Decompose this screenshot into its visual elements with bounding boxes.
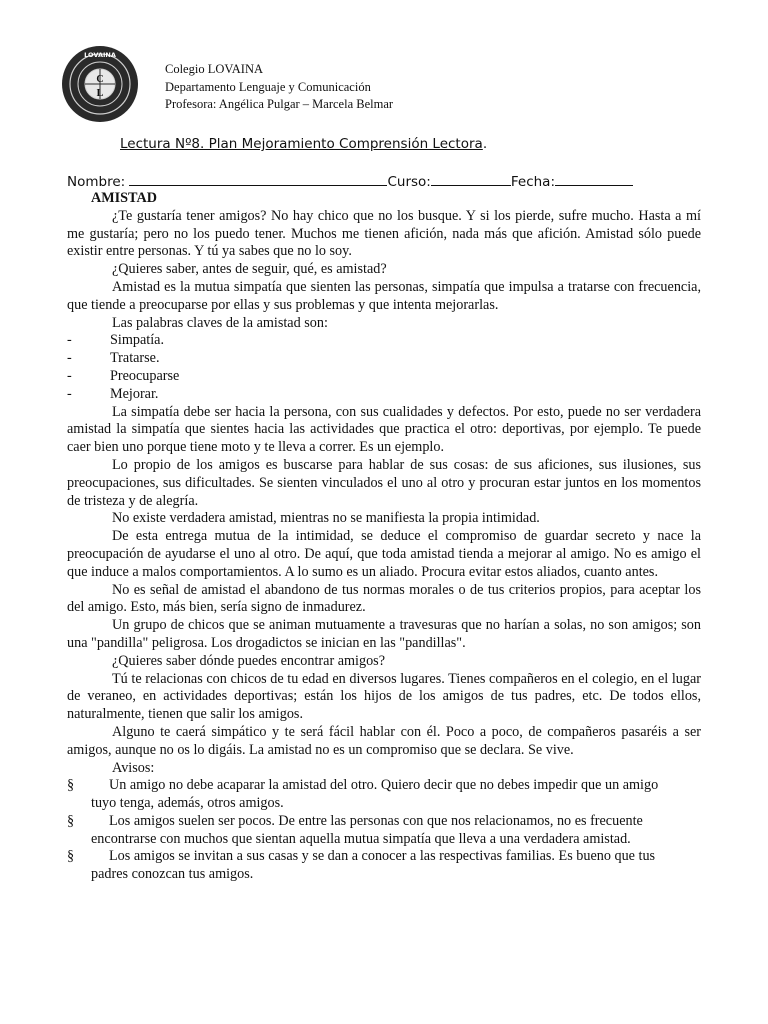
aviso-item xyxy=(67,777,701,813)
paragraph: Tú te relacionas con chicos de tu edad en diversos lugares. Tienes compañeros en el colegio, en el lugar de veraneo, en actividades deportivas; están los hijos de los amigos de tus padres, etc. De todos ellos, naturalmente, tienen que salir los amigos. xyxy=(67,670,701,723)
keyword-item xyxy=(67,350,701,368)
paragraph: Las palabras claves de la amistad son: xyxy=(112,314,328,331)
aviso-text-continued: tuyo tenga, además, otros amigos. xyxy=(91,795,284,812)
school-header xyxy=(165,61,393,114)
paragraph: La simpatía debe ser hacia la persona, con sus cualidades y defectos. Por esto, puede no ser verdadera amistad la simpatía que sientes hacia las actividades que practica el otro: deportivas, por ejemplo. Te puede caer bien uno porque tiene moto y te lleva a correr. Es un ejemplo. xyxy=(67,403,701,456)
paragraph: ¿Quieres saber dónde puedes encontrar amigos? xyxy=(112,652,385,669)
paragraph: De esta entrega mutua de la intimidad, se deduce el compromiso de guardar secreto y nace la preocupación de ayudarse el uno al otro. De aquí, que toda amistad tienda a mejorar al amigo. No es amigo el que induce a malos comportamientos. A lo sumo es un aliado. Procura evitar estos aliados, cuanto antes. xyxy=(67,528,701,580)
name-label: Nombre: xyxy=(67,174,126,190)
teachers-line: Profesora: Angélica Pulgar – Marcela Belmar xyxy=(165,97,394,111)
paragraph: No es señal de amistad el abandono de tus normas morales o de tus criterios propios, para aceptar los del amigo. Esto, más bien, sería signo de inmadurez. xyxy=(67,581,701,616)
paragraph: Amistad es la mutua simpatía que sienten las personas, simpatía que impulsa a tratarse con frecuencia, que tiende a preocuparse por ellas y sus problemas y que intenta mejorarlas. xyxy=(67,278,701,313)
avisos-label: Avisos: xyxy=(112,759,155,776)
section-marker: § xyxy=(67,777,75,794)
department-name: Departamento Lenguaje y Comunicación xyxy=(165,79,371,94)
student-info-line xyxy=(67,173,633,190)
paragraph: Un grupo de chicos que se animan mutuamente a travesuras que no harían a solas, no son amigos; son una "pandilla" peligrosa. Los drogadictos se inician en las "pandillas". xyxy=(67,617,701,651)
keyword-item xyxy=(67,332,701,350)
keyword-text: Mejorar. xyxy=(110,385,159,402)
title-text: Lectura Nº8. Plan Mejoramiento Comprensión Lectora xyxy=(120,136,483,152)
paragraph: No existe verdadera amistad, mientras no se manifiesta la propia intimidad. xyxy=(112,510,540,527)
keyword-item xyxy=(67,386,701,404)
dash-marker: - xyxy=(67,385,72,402)
dash-marker: - xyxy=(67,367,72,384)
aviso-text: Los amigos suelen ser pocos. De entre las personas con que nos relacionamos, no es frecuente xyxy=(109,812,643,829)
keyword-text: Simpatía. xyxy=(110,332,164,349)
logo-letter-c: C xyxy=(96,74,104,85)
aviso-item xyxy=(67,813,701,849)
aviso-text-continued: encontrarse con muchos que sientan aquella mutua simpatía que lleva a una verdadera amistad. xyxy=(91,830,631,847)
dash-marker: - xyxy=(67,350,72,367)
school-name: Colegio LOVAINA xyxy=(165,62,264,76)
reading-text xyxy=(67,190,701,884)
dash-marker: - xyxy=(67,332,72,349)
keyword-item xyxy=(67,368,701,386)
reading-heading: AMISTAD xyxy=(91,190,157,206)
paragraph: Alguno te caerá simpático y te será fácil hablar con él. Poco a poco, de compañeros pasaréis a ser amigos, aunque no os lo digáis. La amistad no es un compromiso que se declara. Se vive. xyxy=(67,723,701,758)
title-period: . xyxy=(482,136,488,152)
paragraph: ¿Quieres saber, antes de seguir, qué, es amistad? xyxy=(112,261,387,278)
keyword-text: Preocuparse xyxy=(110,367,180,384)
paragraph: ¿Te gustaría tener amigos? No hay chico que no los busque. Y si los pierde, sufre mucho. Hasta a mí me gustaría; pero no los puedo tener. Muchos me tienen afición, nada más que afición. Amistad sólo puede existir entre personas. Y tú ya sabes que no lo soy. xyxy=(67,207,701,260)
name-field[interactable] xyxy=(129,173,387,186)
section-marker: § xyxy=(67,848,75,865)
aviso-text: Los amigos se invitan a sus casas y se dan a conocer a las respectivas familias. Es bueno que tus xyxy=(109,848,656,865)
paragraph: Lo propio de los amigos es buscarse para hablar de sus cosas: de sus aficiones, sus ilusiones, sus preocupaciones, sus dificultades. Se sienten vinculados el uno al otro y procuran estar juntos en los momentos de tristeza y de alegría. xyxy=(67,456,701,509)
keyword-text: Tratarse. xyxy=(110,350,160,367)
date-label: Fecha: xyxy=(510,174,555,190)
aviso-item xyxy=(67,848,701,884)
date-field[interactable] xyxy=(555,173,633,186)
school-logo xyxy=(60,44,140,124)
logo-top-text: LOVAINA xyxy=(84,51,116,59)
course-field[interactable] xyxy=(431,173,511,186)
section-marker: § xyxy=(67,812,75,829)
worksheet-title xyxy=(120,136,487,152)
aviso-text-continued: padres conozcan tus amigos. xyxy=(91,866,254,883)
logo-letter-l: L xyxy=(96,88,104,99)
course-label: Curso: xyxy=(387,174,431,190)
aviso-text: Un amigo no debe acaparar la amistad del otro. Quiero decir que no debes impedir que un amigo xyxy=(109,777,659,794)
